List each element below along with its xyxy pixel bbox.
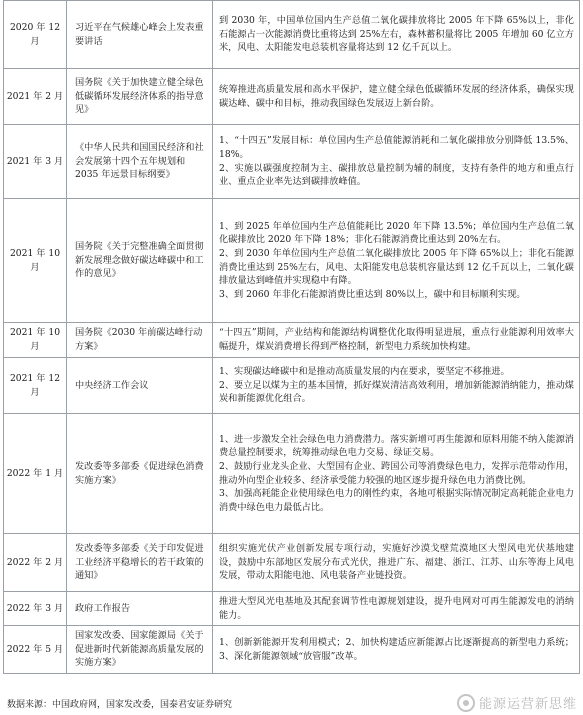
- policy-table-body: [4, 1, 580, 674]
- policy-content-paragraph: 组织实施光伏产业创新发展专项行动，实施好沙漠戈壁荒漠地区大型风电光伏基地建设，鼓励中东部地区发展分布式光伏，推进广东、福建、浙江、江苏、山东等海上风电发展，带动太阳能电池、风电装备产业链投资。: [219, 543, 574, 582]
- policy-content-paragraph: 1、到 2025 年单位国内生产总值能耗比 2020 年下降 13.5%；单位国内生产总值二氧化碳排放比 2020 年下降 18%；非化石能源消费比重达到 20%左右。: [219, 220, 574, 246]
- policy-content-paragraph: 到 2030 年，中国单位国内生产总值二氧化碳排放将比 2005 年下降 65%以上，非化石能源占一次能源消费比重将达到 25%左右，森林蓄积量将比 2005 年增加 60 亿立方米，风电、太阳能发电总装机容量将达到 12 亿千瓦以上。: [219, 15, 574, 54]
- policy-document-cell: 国务院《关于加快建立健全绿色低碳循环发展经济体系的指导意见》: [67, 69, 213, 125]
- policy-content-paragraph: 2、实施以碳强度控制为主、碳排放总量控制为辅的制度，支持有条件的地方和重点行业、重点企业率先达到碳排放峰值。: [219, 162, 574, 188]
- policy-content-paragraph: 推进大型风光电基地及其配套调节性电源规划建设，提升电网对可再生能源发电的消纳能力。: [219, 595, 574, 621]
- policy-content-cell: [213, 626, 580, 674]
- policy-content-paragraph: “十四五”期间，产业结构和能源结构调整优化取得明显进展，重点行业能源利用效率大幅提升，煤炭消费增长得到严格控制，新型电力系统加快构建。: [219, 327, 574, 352]
- policy-date-cell: 2021 年 12 月: [4, 358, 67, 414]
- policy-content-paragraph: 2、到 2030 年单位国内生产总值二氧化碳排放比 2005 年下降 65%以上；非化石能源消费比重达到 25%左右，风电、太阳能发电总装机容量达到 12 亿千瓦以上，二氧化碳排放量达到峰值并实现稳中有降。: [219, 247, 574, 287]
- policy-date-cell: 2022 年 5 月: [4, 626, 67, 674]
- policy-content-cell: [213, 358, 580, 414]
- policy-content-cell: [213, 414, 580, 534]
- policy-document-cell: 中央经济工作会议: [67, 358, 213, 414]
- policy-content-paragraph: 3、加强高耗能企业使用绿色电力的刚性约束，各地可根据实际情况制定高耗能企业电力消费中绿色电力最低占比。: [219, 488, 574, 513]
- table-row: [4, 534, 580, 592]
- table-row: [4, 125, 580, 199]
- policy-date-cell: 2020 年 12 月: [4, 1, 67, 69]
- table-row: [4, 1, 580, 69]
- policy-document-cell: 习近平在气候雄心峰会上发表重要讲话: [67, 1, 213, 69]
- policy-date-cell: 2021 年 3 月: [4, 125, 67, 199]
- policy-date-cell: 2022 年 2 月: [4, 534, 67, 592]
- policy-content-paragraph: 1、实现碳达峰碳中和是推动高质量发展的内在要求，要坚定不移推进。: [219, 366, 510, 378]
- policy-content-cell: [213, 1, 580, 69]
- policy-content-cell: [213, 125, 580, 199]
- policy-content-paragraph: 统筹推进高质量发展和高水平保护，建立健全绿色低碳循环发展的经济体系，确保实现碳达峰、碳中和目标，推动我国绿色发展迈上新台阶。: [219, 83, 574, 109]
- policy-date-cell: 2021 年 10 月: [4, 199, 67, 323]
- policy-date-cell: 2021 年 2 月: [4, 69, 67, 125]
- table-row: [4, 323, 580, 358]
- policy-table: [3, 0, 580, 674]
- policy-content-cell: [213, 323, 580, 358]
- table-row: [4, 358, 580, 414]
- table-row: [4, 414, 580, 534]
- policy-content-paragraph: 2、要立足以煤为主的基本国情，抓好煤炭清洁高效利用，增加新能源消纳能力，推动煤炭和新能源优化组合。: [219, 379, 574, 405]
- policy-content-cell: [213, 199, 580, 323]
- table-row: [4, 69, 580, 125]
- table-row: [4, 626, 580, 674]
- wechat-logo-icon: [457, 694, 475, 712]
- policy-content-paragraph: 1、创新新能源开发利用模式；2、加快构建适应新能源占比逐渐提高的新型电力系统；3、深化新能源领域“放管服”改革。: [219, 636, 574, 662]
- policy-document-cell: 国家发改委、国家能源局《关于促进新时代新能源高质量发展的实施方案》: [67, 626, 213, 674]
- policy-content-paragraph: 2、鼓励行业龙头企业、大型国有企业、跨国公司等消费绿色电力，发挥示范带动作用，推动外向型企业较多、经济承受能力较强的地区逐步提升绿色电力消费比例。: [219, 460, 574, 486]
- policy-document-cell: 国务院《2030 年前碳达峰行动方案》: [67, 323, 213, 358]
- policy-content-paragraph: 1、“十四五”发展目标：单位国内生产总值能源消耗和二氧化碳排放分别降低 13.5%、18%。: [219, 135, 574, 160]
- policy-document-cell: 《中华人民共和国国民经济和社会发展第十四个五年规划和 2035 年远景目标纲要》: [67, 125, 213, 199]
- watermark: [457, 693, 577, 712]
- policy-content-cell: [213, 592, 580, 626]
- policy-document-cell: 国务院《关于完整准确全面贯彻新发展理念做好碳达峰碳中和工作的意见》: [67, 199, 213, 323]
- policy-document-cell: 发改委等多部委《关于印发促进工业经济平稳增长的若干政策的通知》: [67, 534, 213, 592]
- table-row: [4, 199, 580, 323]
- table-row: [4, 592, 580, 626]
- policy-date-cell: 2022 年 1 月: [4, 414, 67, 534]
- policy-document-cell: 政府工作报告: [67, 592, 213, 626]
- policy-content-cell: [213, 69, 580, 125]
- policy-date-cell: 2021 年 10 月: [4, 323, 67, 358]
- policy-content-paragraph: 3、到 2060 年非化石能源消费比重达到 80%以上，碳中和目标顺利实现。: [219, 288, 526, 300]
- policy-date-cell: 2022 年 3 月: [4, 592, 67, 626]
- watermark-text: 能源运营新思维: [478, 697, 577, 712]
- policy-document-cell: 发改委等多部委《促进绿色消费实施方案》: [67, 414, 213, 534]
- policy-content-paragraph: 1、进一步激发全社会绿色电力消费潜力。落实新增可再生能源和原料用能不纳入能源消费总量控制要求，统筹推动绿色电力交易、绿证交易。: [219, 433, 574, 459]
- source-note: 数据来源：中国政府网，国家发改委，国泰君安证券研究: [7, 700, 233, 710]
- policy-content-cell: [213, 534, 580, 592]
